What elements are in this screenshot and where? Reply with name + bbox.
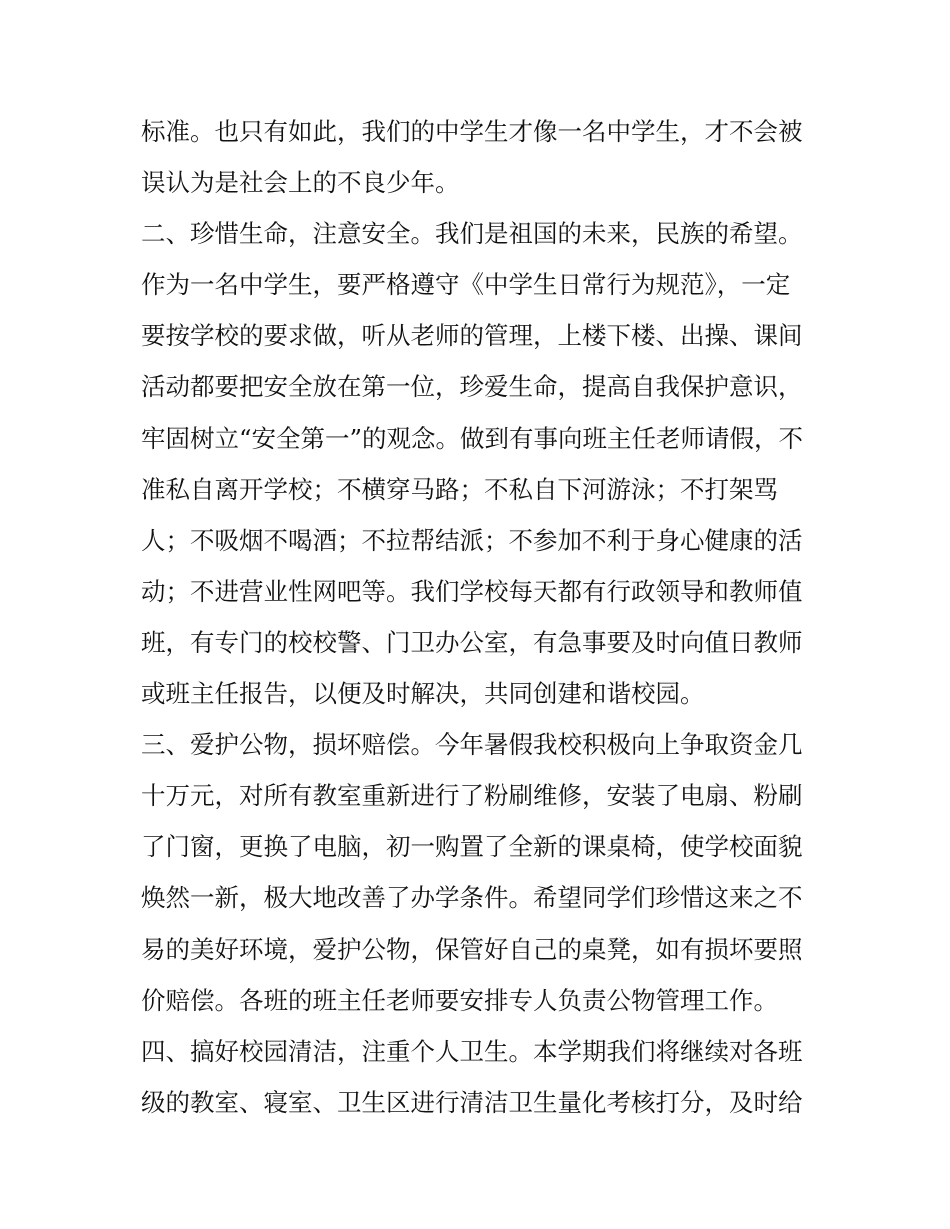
text-line-15: 了门窗，更换了电脑，初一购置了全新的课桌椅，使学校面貌	[141, 832, 803, 862]
text-line-1: 标准。也只有如此，我们的中学生才像一名中学生，才不会被	[141, 117, 803, 146]
text-line-5: 要按学校的要求做，听从老师的管理，上楼下楼、出操、课间	[141, 321, 803, 351]
text-line-9: 人；不吸烟不喝酒；不拉帮结派；不参加不利于身心健康的活	[141, 525, 803, 555]
text-line-20: 级的教室、寝室、卫生区进行清洁卫生量化考核打分，及时给	[141, 1087, 803, 1117]
text-line-3: 二、珍惜生命，注意安全。我们是祖国的未来，民族的希望。	[141, 219, 803, 249]
text-line-16: 焕然一新，极大地改善了办学条件。希望同学们珍惜这来之不	[141, 883, 803, 913]
text-line-19: 四、搞好校园清洁，注重个人卫生。本学期我们将继续对各班	[141, 1036, 803, 1066]
text-line-14: 十万元，对所有教室重新进行了粉刷维修，安装了电扇、粉刷	[141, 781, 803, 811]
text-line-17: 易的美好环境，爱护公物，保管好自己的桌凳，如有损坏要照	[141, 934, 803, 964]
text-line-11: 班，有专门的校校警、门卫办公室，有急事要及时向值日教师	[141, 627, 803, 657]
text-line-12: 或班主任报告，以便及时解决，共同创建和谐校园。	[141, 679, 705, 709]
text-line-13: 三、爱护公物，损坏赔偿。今年暑假我校积极向上争取资金几	[141, 730, 803, 760]
text-line-4: 作为一名中学生，要严格遵守《中学生日常行为规范》，一定	[141, 270, 791, 300]
text-line-8: 准私自离开学校；不横穿马路；不私自下河游泳；不打架骂	[141, 474, 778, 504]
text-line-6: 活动都要把安全放在第一位，珍爱生命，提高自我保护意识，	[141, 372, 803, 402]
text-line-18: 价赔偿。各班的班主任老师要安排专人负责公物管理工作。	[141, 985, 778, 1015]
body-text	[141, 106, 821, 1128]
text-line-7: 牢固树立“安全第一”的观念。做到有事向班主任老师请假，不	[141, 423, 804, 453]
text-line-2: 误认为是社会上的不良少年。	[141, 168, 460, 198]
text-line-10: 动；不进营业性网吧等。我们学校每天都有行政领导和教师值	[141, 576, 803, 606]
